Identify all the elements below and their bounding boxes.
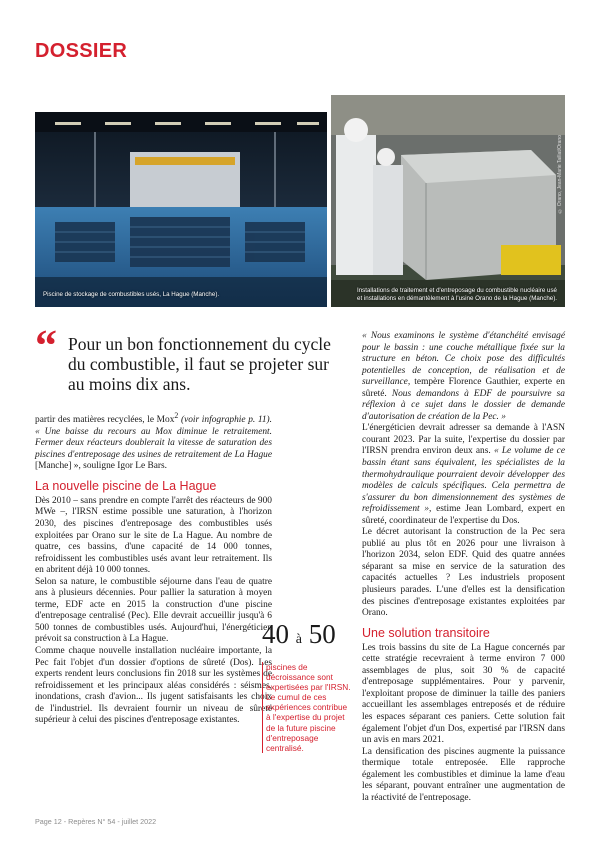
caption-line-2: et installations en démantèlement à l'usine Orano de la Hague (Manche). <box>357 295 557 302</box>
footnote-ref: 2 <box>174 411 179 420</box>
stat-box <box>262 620 354 753</box>
quote-mark-icon: “ <box>35 321 57 370</box>
heading-transitional-solution: Une solution transitoire <box>362 625 490 640</box>
text-run: , estime Jean Lombard, expert en sûreté, coordinateur de l'expertise du Dos. <box>362 504 565 526</box>
caption-line-1: Installations de traitement et d'entreposage du combustible nucléaire usé <box>357 287 557 294</box>
paragraph: Selon sa nature, le combustible séjourne dans l'eau de quatre ans à plusieurs décennies. Pour pallier la saturation à moyen terme, EDF acte en 2015 la construction d'une piscine d'entreposage centralisé (Pec). Elle devrait accueillir jusqu'à 6 500 tonnes de combustibles usés. Aujourd'hui, l'énergéticien prévoit sa construction à La Hague. <box>35 576 272 645</box>
stat-num-mid: à <box>295 632 302 647</box>
text-run: (voir infographie p. 11). « Une baisse du recours au Mox diminue le retraitement. Fermer deux réacteurs doublerait la vitesse de saturation des piscines d'entreposage des usines de retraitement de La Hague <box>35 415 272 460</box>
text-run: « Le volume de ce bassin étant sans équivalent, les spécialistes de la thermohydraulique pourraient devoir développer des modèles de calculs spécifiques. Cela permettra de s'assurer du bon dimensionnement des systèmes de refroidissement » <box>362 446 565 515</box>
pool-illustration <box>35 112 327 307</box>
text-run: « Nous examinons le système d'étanchéité envisagé pour le bassin : une couche métallique fixée sur la structure en béton. Ce choix pose des difficultés potentielles de conception, de réalisation et de surveillance, <box>362 331 565 388</box>
text-run: partir des matières recyclées, le Mox <box>35 415 175 426</box>
quote-text: Pour un bon fonctionnement du cycle du combustible, il faut se projeter sur au moins dix ans. <box>68 334 331 394</box>
paragraph <box>362 423 565 527</box>
paragraph: La densification des piscines augmente la puissance thermique totale entreposée. Elle rapproche également les combustibles et diminue la lame d'eau les séparant, pouvant entraîner une augmentation de la réactivité de l'entreposage. <box>362 746 565 803</box>
paragraph: Dès 2010 – sans prendre en compte l'arrêt des réacteurs de 900 MWe –, l'IRSN estime possible une saturation, à l'horizon 2030, des piscines d'entreposage des combustibles usés exploitées par Orano sur le site de La Hague. Au nombre de quatre, ces bassins, d'une capacité de 14 000 tonnes, refroidissent les combustibles usés avant leur retraitement. Ils en abritent déjà 10 000 tonnes. <box>35 495 272 576</box>
text-run: , souligne Igor Le Bars. <box>78 461 168 472</box>
photo-credit: © Orano, Jean-Marie Taillat/Orano <box>557 135 563 214</box>
stat-number <box>262 620 354 654</box>
paragraph: Le décret autorisant la construction de la Pec sera publié au plus tôt en 2026 pour une livraison à l'horizon 2034, selon EDF. Quid des quatre années séparant sa mise en service de la saturation des capacités actuelles ? Les industriels proposent plusieurs parades. L'une d'elles est la densification des piscines d'entreposage existantes exploitées par Orano. <box>362 527 565 619</box>
paragraph <box>362 331 565 423</box>
paragraph-intro <box>35 410 272 473</box>
text-run: L'énergéticien devrait adresser sa demande à l'ASN courant 2023. Par la suite, l'expertise du dossier par l'IRSN prendra environ deux ans. <box>362 423 565 457</box>
paragraph: Les trois bassins du site de La Hague concernés par cette stratégie recevraient à terme environ 7 000 assemblages de plus, soit 30 % de capacité d'entreposage supplémentaires. Pour y parvenir, l'exploitant propose de diminuer la taille des paniers accueillant les assemblages entreposés et de réduire les espaces séparant ces paniers. Cette solution fait également l'objet d'un Dos, expertisé par l'IRSN dans un avis en mars 2021. <box>362 642 565 746</box>
text-run: [Manche] » <box>35 461 79 472</box>
page-footer: Page 12 - Repères N° 54 - juillet 2022 <box>35 817 157 826</box>
text-run: tempère Florence Gauthier, experte en sûreté. <box>362 377 565 399</box>
section-title: DOSSIER <box>35 40 128 62</box>
right-column <box>362 331 565 804</box>
photo-caption-left: Piscine de stockage de combustibles usés, La Hague (Manche). <box>43 291 220 298</box>
photo-installation <box>331 95 565 307</box>
text-run: Nous demandons à EDF de poursuivre sa réflexion à ce sujet dans le dossier de demande d'autorisation de création de la Pec. » <box>362 388 565 422</box>
photo-caption-right <box>347 287 557 303</box>
paragraph: Comme chaque nouvelle installation nucléaire importante, la Pec fait l'objet d'un dossier d'options de sûreté (Dos). Les experts rendent leurs conclusions fin 2018 sur les systèmes de refroidissement et les principaux aléas considérés : séismes, inondations, crash d'avion... Ils jugent satisfaisants les choix de l'industriel. Ils devraient fournir un niveau de sûreté supérieur à celui des piscines d'entreposage existantes. <box>35 645 272 726</box>
stat-description: piscines de décroissance sont expertisées par l'IRSN. Le cumul de ces expériences contribue à l'expertise du projet de la future piscine d'entreposage centralisé. <box>262 662 354 753</box>
stat-num-b: 50 <box>308 619 336 649</box>
left-column <box>35 410 272 727</box>
stat-num-a: 40 <box>262 619 289 649</box>
photo-storage-pool <box>35 112 327 307</box>
installation-illustration <box>331 95 565 307</box>
heading-new-pool: La nouvelle piscine de La Hague <box>35 478 217 493</box>
